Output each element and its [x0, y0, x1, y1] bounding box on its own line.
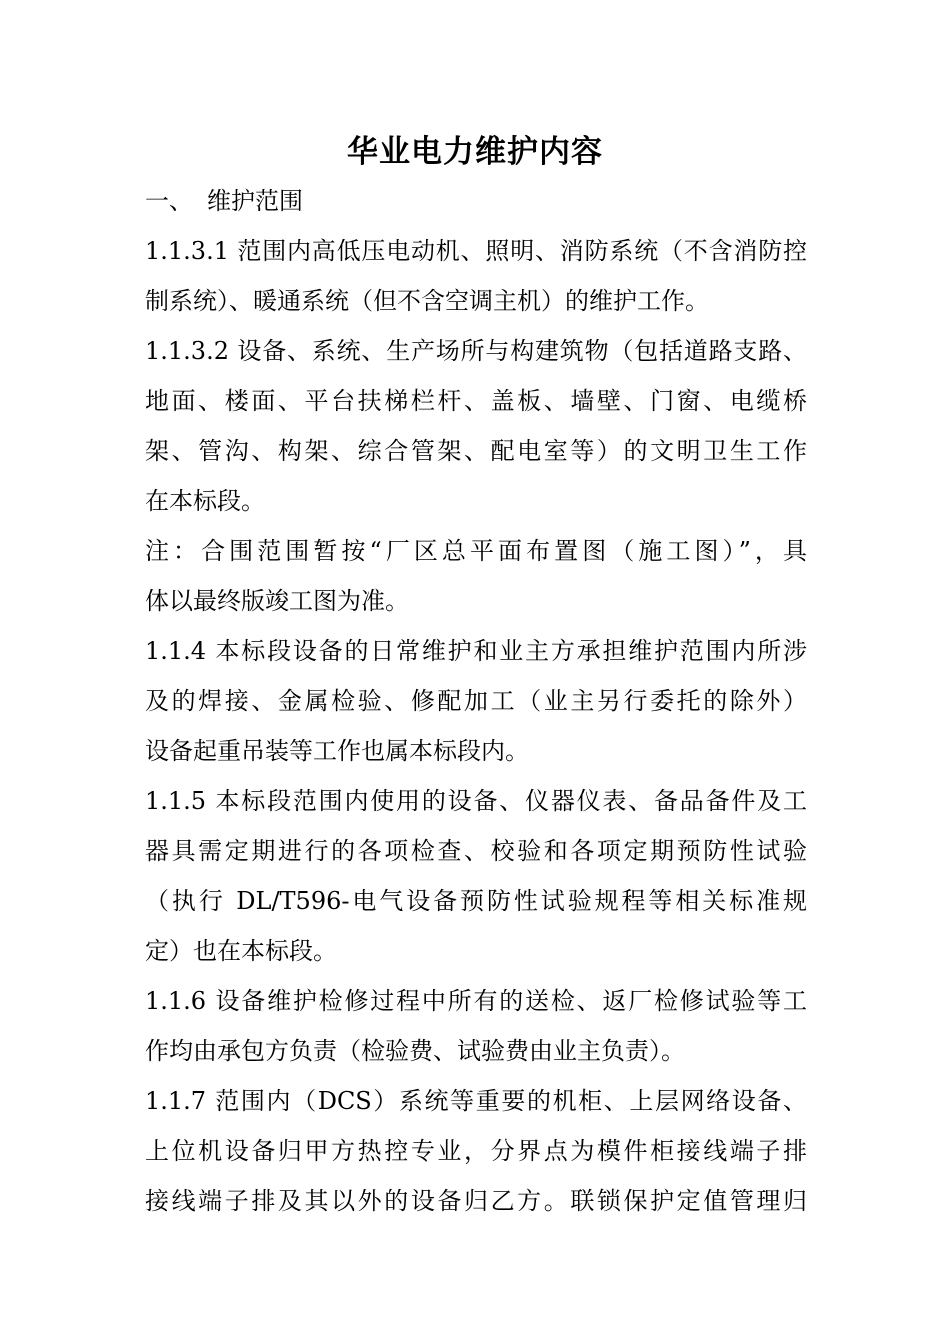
- text-line: 接线端子排及其以外的设备归乙方。联锁保护定值管理归: [145, 1187, 807, 1215]
- text-line: 1.1.5 本标段范围内使用的设备、仪器仪表、备品备件及工: [145, 787, 807, 815]
- section-heading: [145, 176, 807, 226]
- text-line: 上位机设备归甲方热控专业，分界点为模件柜接线端子排: [145, 1137, 807, 1165]
- text-line: 1.1.4 本标段设备的日常维护和业主方承担维护范围内所涉: [145, 637, 807, 665]
- text-line: 设备起重吊装等工作也属本标段内。: [145, 737, 529, 765]
- text-line: 定）也在本标段。: [145, 937, 337, 965]
- text-line: 1.1.3.1 范围内高低压电动机、照明、消防系统（不含消防控: [145, 237, 807, 265]
- text-line: 注：合围范围暂按“厂区总平面布置图（施工图）”，具: [145, 537, 807, 565]
- text-line: 作均由承包方负责（检验费、试验费由业主负责）。: [145, 1037, 685, 1065]
- text-line: 1.1.7 范围内（DCS）系统等重要的机柜、上层网络设备、: [145, 1087, 807, 1115]
- text-line: 在本标段。: [145, 487, 265, 515]
- text-line: 地面、楼面、平台扶梯栏杆、盖板、墙壁、门窗、电缆桥: [145, 387, 807, 415]
- text-line: 架、管沟、构架、综合管架、配电室等）的文明卫生工作: [145, 437, 807, 465]
- text-line: 制系统）、暖通系统（但不含空调主机）的维护工作。: [145, 287, 709, 315]
- text-line: 及的焊接、金属检验、修配加工（业主另行委托的除外）: [145, 687, 807, 715]
- document-body: [145, 176, 807, 1226]
- section-heading-text: 维护范围: [207, 187, 303, 215]
- text-line: 1.1.3.2 设备、系统、生产场所与构建筑物（包括道路支路、: [145, 337, 807, 365]
- text-line: （执行 DL/T596-电气设备预防性试验规程等相关标准规: [145, 887, 807, 915]
- document-title: 华业电力维护内容: [347, 134, 603, 170]
- section-heading-number: 一、: [145, 187, 193, 215]
- text-line: 1.1.6 设备维护检修过程中所有的送检、返厂检修试验等工: [145, 987, 807, 1015]
- text-line: 体以最终版竣工图为准。: [145, 587, 409, 615]
- text-line: 器具需定期进行的各项检查、校验和各项定期预防性试验: [145, 837, 807, 865]
